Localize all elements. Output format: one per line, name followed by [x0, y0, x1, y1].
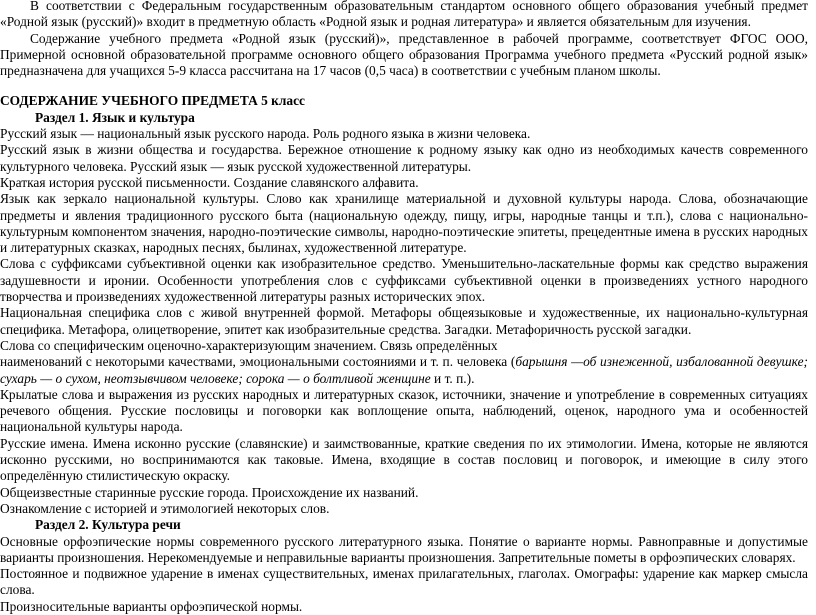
section-1-line-1: Русский язык — национальный язык русского народа. Роль родного языка в жизни человека.	[0, 126, 531, 142]
section-1-line-11: Ознакомление с историей и этимологией некоторых слов.	[0, 500, 330, 516]
intro-paragraph-2: Содержание учебного предмета «Родной язык (русский)», представленное в рабочей программе, соответствует ФГОС ООО, Примерной основной образовательной программе основного общего образования Программа учебного предмета «Русский родной язык» предназначена для учащихся 5-9 класса рассчитана на 17 часов (0,5 часа) в соответствии с учебным планом школы.	[0, 30, 808, 79]
section-1-line-6: Национальная специфика слов с живой внутренней формой. Метафоры общеязыковые и художественные, их национально-культурная специфика. Метафора, олицетворение, эпитет как изобразительные средства. Загадки. Метафоричность русской загадки.	[0, 305, 808, 337]
intro-paragraph-1: В соответствии с Федеральным государственным образовательным стандартом основного общего образования учебный предмет «Родной язык (русский)» входит в предметную область «Родной язык и родная литература» и является обязательным для изучения.	[0, 0, 808, 30]
section-2-line-1: Основные орфоэпические нормы современного русского литературного языка. Понятие о варианте нормы. Равноправные и допустимые варианты произношения. Нерекомендуемые и неправильные варианты произношения. Запретительные пометы в орфоэпических словарях.	[0, 533, 808, 565]
section-1-line-5: Слова с суффиксами субъективной оценки как изобразительное средство. Уменьшительно-ласкательные формы как средство выражения задушевности и иронии. Особенности употребления слов с суффиксами субъективной оценки в произведениях устного народного творчества и произведениях художественной литературы разных исторических эпох.	[0, 256, 808, 305]
section-2-line-3: Произносительные варианты орфоэпической нормы.	[0, 598, 303, 614]
section-1-line-7a: Слова со специфическим оценочно-характеризующим значением. Связь определённых	[0, 337, 498, 353]
line-7-text: наименований с некоторыми качествами, эмоциональными состояниями и т. п. человека (	[0, 354, 516, 370]
section-1-title: Раздел 1. Язык и культура	[35, 109, 195, 125]
section-1-line-2: Русский язык в жизни общества и государства. Бережное отношение к родному языку как одно из необходимых качеств современного культурного человека. Русский язык — язык русской художественной литературы.	[0, 142, 808, 174]
spacer	[0, 79, 808, 93]
section-1-line-3: Краткая история русской письменности. Создание славянского алфавита.	[0, 174, 419, 190]
line-7-tail: и т. п.).	[430, 370, 475, 386]
section-1-line-9: Русские имена. Имена исконно русские (славянские) и заимствованные, краткие сведения по их этимологии. Имена, которые не являются исконно русскими, но воспринимаются как таковые. Имена, входящие в состав пословиц и поговорок, и имеющие в силу этого определённую стилистическую окраску.	[0, 435, 808, 484]
section-2-title: Раздел 2. Культура речи	[35, 517, 181, 533]
section-1-line-8: Крылатые слова и выражения из русских народных и литературных сказок, источники, значение и употребление в современных ситуациях речевого общения. Русские пословицы и поговорки как воплощение опыта, наблюдений, оценок, народного ума и особенностей национальной культуры народа.	[0, 386, 808, 435]
section-1-line-7	[0, 354, 808, 387]
section-1-line-4: Язык как зеркало национальной культуры. Слово как хранилище материальной и духовной культуры народа. Слова, обозначающие предметы и явления традиционного русского быта (национальную одежду, пищу, игры, народные танцы и т.п.), слова с национально-культурным компонентом значения, народно-поэтические символы, народно-поэтические эпитеты, прецедентные имена в русских народных и литературных сказках, народных песнях, былинах, художественной литературе.	[0, 191, 808, 256]
section-1-line-10: Общеизвестные старинные русские города. Происхождение их названий.	[0, 484, 419, 500]
content-title: СОДЕРЖАНИЕ УЧЕБНОГО ПРЕДМЕТА 5 класс	[0, 93, 305, 109]
section-2-line-2: Постоянное и подвижное ударение в именах существительных, именах прилагательных, глаголах. Омографы: ударение как маркер смысла слова.	[0, 566, 808, 598]
line-7-examples: барышня —об изнеженной, избалованной девушке; сухарь — о сухом, неотзывчивом человеке; сорока — о болтливой женщине	[0, 354, 808, 386]
